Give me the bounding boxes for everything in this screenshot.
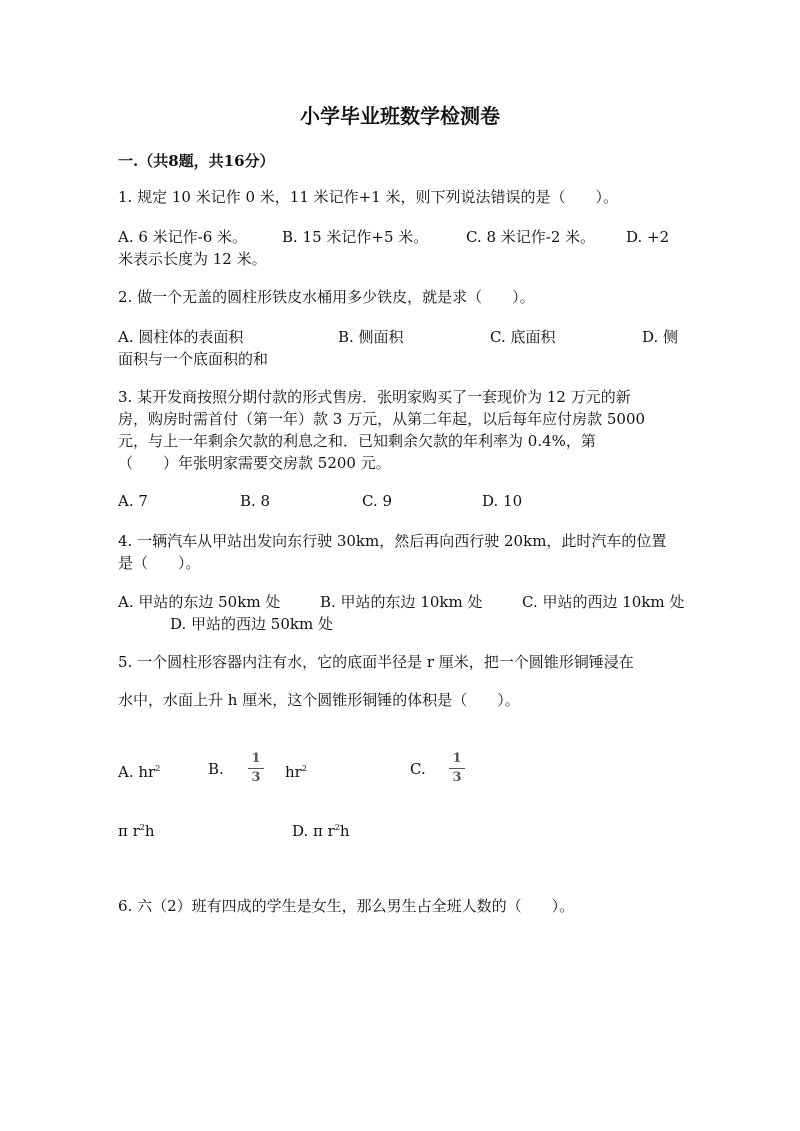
question-2-option-d: D. 侧 (642, 328, 679, 346)
question-5-line-2: 水中，水面上升 h 厘米，这个圆锥形铜锤的体积是（ ）。 (118, 691, 520, 709)
question-4-line-1: 4. 一辆汽车从甲站出发向东行驶 30km，然后再向西行驶 20km，此时汽车的位置 (118, 532, 667, 550)
question-4-option-c: C. 甲站的西边 10km 处 (522, 593, 685, 611)
question-1-option-c: C. 8 米记作-2 米。 (466, 228, 596, 246)
question-1-option-a: A. 6 米记作-6 米。 (118, 228, 248, 246)
section-header: 一.（共8题，共16分） (118, 152, 275, 170)
question-2-option-b: B. 侧面积 (338, 328, 404, 346)
question-5-line-1: 5. 一个圆柱形容器内注有水，它的底面半径是 r 厘米，把一个圆锥形铜锤浸在 (118, 653, 634, 671)
question-1-stem: 1. 规定 10 米记作 0 米，11 米记作+1 米，则下列说法错误的是（ ）。 (118, 188, 619, 206)
question-1-option-d-cont: 米表示长度为 12 米。 (118, 250, 267, 268)
question-3-option-a: A. 7 (118, 492, 148, 510)
question-1-option-b: B. 15 米记作+5 米。 (282, 228, 429, 246)
question-2-option-c: C. 底面积 (490, 328, 556, 346)
question-3-option-b: B. 8 (240, 492, 271, 510)
question-4-option-a: A. 甲站的东边 50km 处 (118, 593, 281, 611)
question-5-option-d: D. π $r^2h$ (292, 822, 350, 840)
question-5-option-b-fraction: 1 3 (248, 752, 264, 785)
question-3-line-4: （ ）年张明家需要交房款 5200 元。 (118, 454, 391, 472)
question-5-option-c-cont: π $r^2h$ (118, 822, 155, 840)
question-5-option-a: A. $hr^2$ (118, 763, 161, 781)
question-2-option-a: A. 圆柱体的表面积 (118, 328, 244, 346)
question-4-option-d: D. 甲站的西边 50km 处 (170, 615, 333, 633)
page-title: 小学毕业班数学检测卷 (300, 104, 500, 128)
question-2-stem: 2. 做一个无盖的圆柱形铁皮水桶用多少铁皮，就是求（ ）。 (118, 288, 535, 306)
question-3-option-c: C. 9 (362, 492, 393, 510)
question-5-option-b-tail: $hr^2$ (285, 763, 307, 781)
question-6-stem: 6. 六（2）班有四成的学生是女生，那么男生占全班人数的（ ）。 (118, 897, 575, 915)
question-3-line-3: 元，与上一年剩余欠款的利息之和．已知剩余欠款的年利率为 0.4%，第 (118, 432, 596, 450)
question-5-option-c-fraction: 1 3 (449, 752, 465, 785)
question-4-option-b: B. 甲站的东边 10km 处 (320, 593, 483, 611)
question-3-line-1: 3. 某开发商按照分期付款的形式售房．张明家购买了一套现价为 12 万元的新 (118, 388, 631, 406)
question-3-line-2: 房，购房时需首付（第一年）款 3 万元，从第二年起，以后每年应付房款 5000 (118, 410, 646, 428)
question-1-option-d: D. +2 (626, 228, 670, 246)
question-5-option-b: B. (208, 760, 224, 778)
question-2-option-d-cont: 面积与一个底面积的和 (118, 350, 269, 368)
question-5-option-c: C. (410, 760, 426, 778)
question-4-line-2: 是（ ）。 (118, 554, 201, 572)
question-3-option-d: D. 10 (482, 492, 523, 510)
